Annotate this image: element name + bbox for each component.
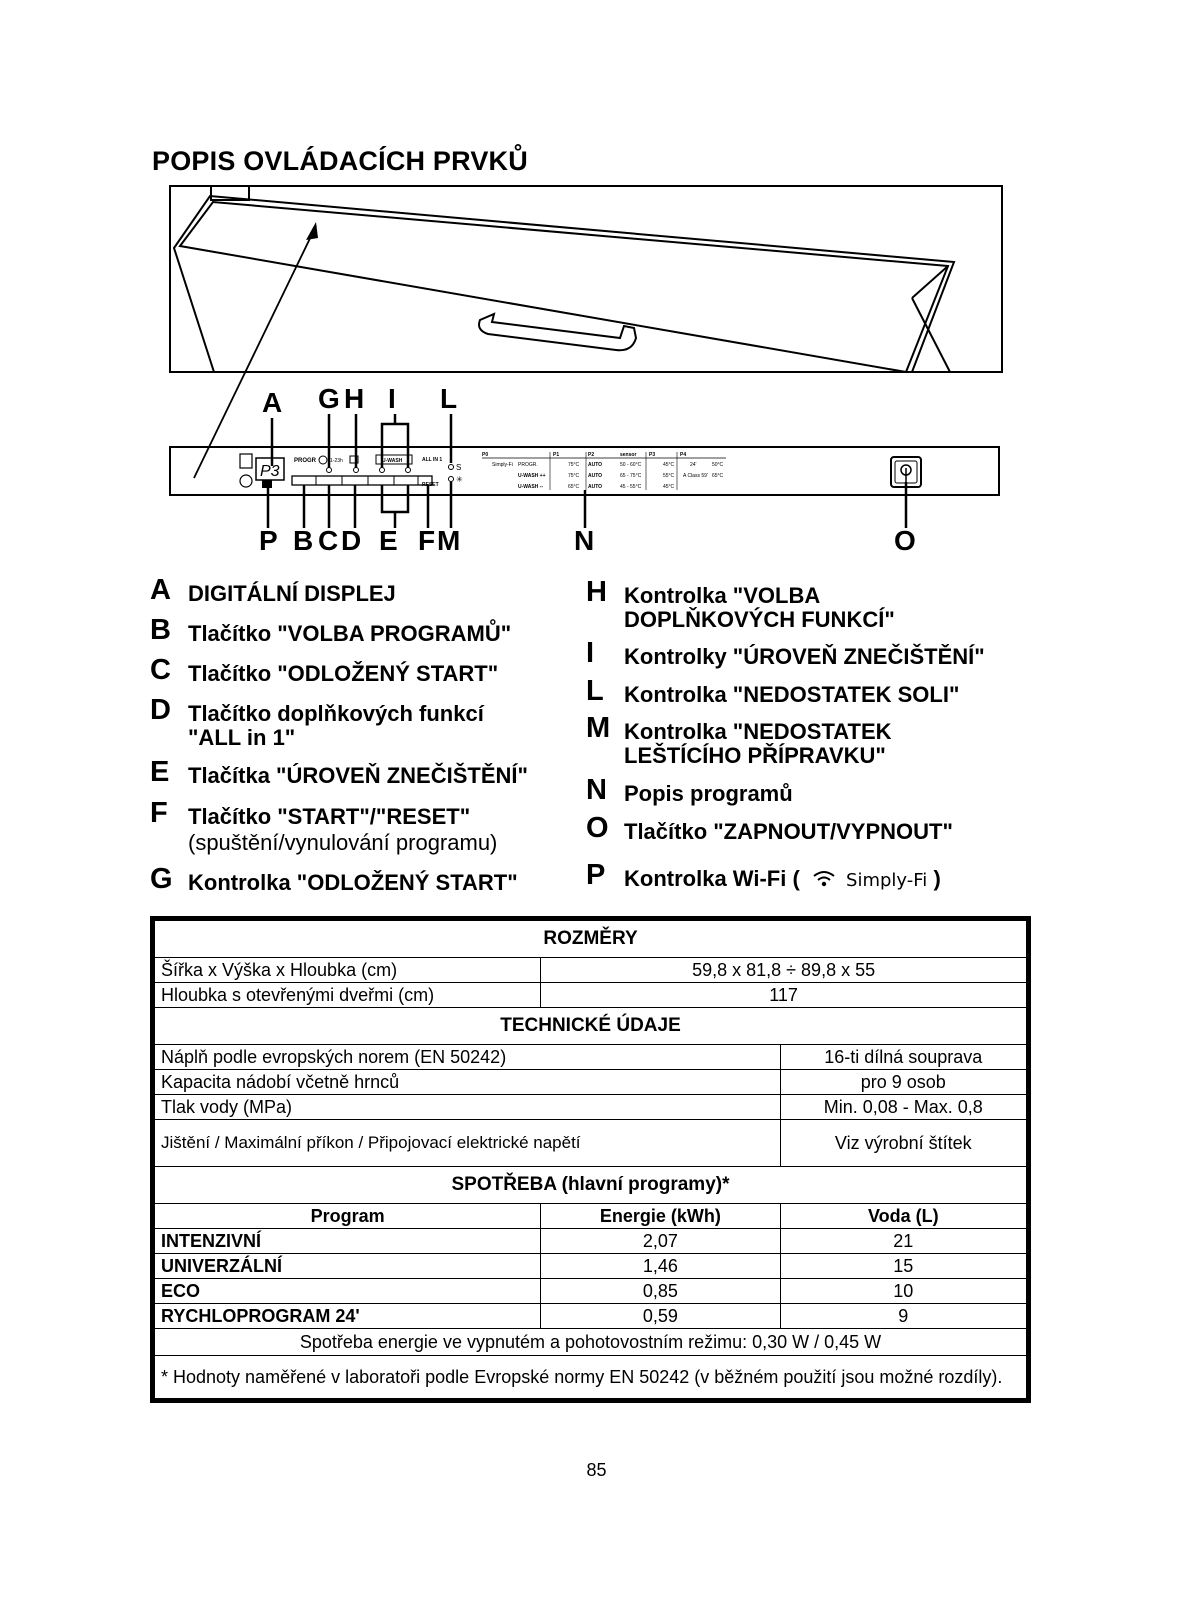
svg-text:75°C: 75°C: [568, 462, 580, 468]
standby-row: Spotřeba energie ve vypnutém a pohotovostním režimu: 0,30 W / 0,45 W: [153, 1329, 1029, 1356]
wifi-led-icon: [262, 480, 272, 488]
hours-label: 1-23h: [330, 458, 343, 464]
led-i1: [380, 468, 385, 473]
svg-text:P0: P0: [482, 452, 489, 458]
hourglass-icon: [240, 454, 252, 468]
dimensions-header: ROZMĚRY: [153, 919, 1029, 958]
delay-icon: [319, 456, 327, 464]
svg-text:sensor: sensor: [620, 452, 637, 458]
progr-label: PROGR: [294, 458, 317, 464]
svg-text:P: P: [259, 525, 278, 556]
rinse-icon: ✳: [456, 475, 463, 484]
svg-text:55°C: 55°C: [663, 473, 675, 479]
led-h: [354, 468, 359, 473]
svg-text:AUTO: AUTO: [588, 473, 603, 479]
svg-text:U-WASH --: U-WASH --: [518, 484, 543, 490]
table-row: Náplň podle evropských norem (EN 50242) 16-ti dílná souprava: [153, 1045, 1029, 1070]
spec-table: [150, 916, 1031, 1403]
svg-text:45°C: 45°C: [663, 484, 675, 490]
allin1-label: ALL IN 1: [422, 457, 443, 463]
svg-text:P2: P2: [588, 452, 595, 458]
led-l: [449, 465, 454, 470]
reset-label: RESET: [422, 482, 439, 488]
svg-text:F: F: [418, 525, 436, 556]
svg-text:U-WASH ++: U-WASH ++: [518, 473, 546, 479]
dishwasher-door: [170, 186, 1002, 372]
led-m: [449, 477, 454, 482]
control-panel-strip: [170, 447, 999, 495]
door-frame: [170, 186, 1002, 372]
table-row: INTENZIVNÍ 2,07 21: [153, 1229, 1029, 1254]
svg-text:50°C: 50°C: [712, 462, 724, 468]
svg-text:B: B: [293, 525, 314, 556]
consumption-columns: Program Energie (kWh) Voda (L): [153, 1204, 1029, 1229]
svg-text:O: O: [894, 525, 916, 556]
control-panel-diagram: [0, 0, 1193, 560]
callout-lines-bottom: [268, 482, 906, 528]
svg-text:AUTO: AUTO: [588, 462, 603, 468]
svg-text:D: D: [341, 525, 362, 556]
table-row: Kapacita nádobí včetně hrnců pro 9 osob: [153, 1070, 1029, 1095]
svg-text:24': 24': [690, 462, 697, 468]
svg-text:C: C: [318, 525, 339, 556]
buttons-bar: [292, 476, 432, 485]
svg-text:75°C: 75°C: [568, 473, 580, 479]
door-bevel-outer: [174, 196, 954, 372]
table-row: UNIVERZÁLNÍ 1,46 15: [153, 1254, 1029, 1279]
led-g: [327, 468, 332, 473]
table-row: Hloubka s otevřenými dveřmi (cm) 117: [153, 983, 1029, 1008]
clock-icon: [240, 475, 252, 487]
svg-text:E: E: [379, 525, 398, 556]
svg-text:65 - 75°C: 65 - 75°C: [620, 473, 642, 479]
page-title: POPIS OVLÁDACÍCH PRVKŮ: [152, 146, 528, 176]
svg-text:45°C: 45°C: [663, 462, 675, 468]
svg-text:50 - 60°C: 50 - 60°C: [620, 462, 642, 468]
svg-text:H: H: [344, 383, 365, 414]
table-row: ECO 0,85 10: [153, 1279, 1029, 1304]
svg-text:PROGR.: PROGR.: [518, 462, 538, 468]
svg-text:A: A: [262, 387, 283, 418]
svg-text:65°C: 65°C: [568, 484, 580, 490]
led-i2: [406, 468, 411, 473]
salt-icon: S: [456, 463, 462, 472]
wifi-icon: [812, 870, 836, 888]
uwash-label: U-WASH: [382, 458, 403, 464]
svg-text:P3: P3: [649, 452, 656, 458]
table-row: Tlak vody (MPa) Min. 0,08 - Max. 0,8: [153, 1095, 1029, 1120]
table-row: Šířka x Výška x Hloubka (cm) 59,8 x 81,8 ÷ 89,8 x 55: [153, 958, 1029, 983]
svg-text:P1: P1: [553, 452, 560, 458]
table-row: Jištění / Maximální příkon / Připojovací elektrické napětí Viz výrobní štítek: [153, 1120, 1029, 1167]
diagram-letters-top: [262, 383, 457, 418]
svg-text:G: G: [318, 383, 340, 414]
svg-text:P4: P4: [680, 452, 687, 458]
tech-header: TECHNICKÉ ÚDAJE: [153, 1008, 1029, 1045]
door-handle: [479, 314, 636, 350]
svg-text:L: L: [440, 383, 458, 414]
footnote-row: * Hodnoty naměřené v laboratoři podle Evropské normy EN 50242 (v běžném použití jsou možné rozdíly).: [153, 1356, 1029, 1401]
svg-text:N: N: [574, 525, 595, 556]
svg-text:45 - 55°C: 45 - 55°C: [620, 484, 642, 490]
diagram-letters-bottom: [259, 525, 916, 556]
simplyfi-label: Simply-Fi: [846, 870, 928, 891]
panel-program-table: [482, 452, 726, 490]
svg-text:I: I: [388, 383, 396, 414]
svg-text:65°C: 65°C: [712, 473, 724, 479]
consumption-header: SPOTŘEBA (hlavní programy)*: [153, 1167, 1029, 1204]
svg-text:Simply-Fi: Simply-Fi: [492, 462, 513, 468]
svg-text:AUTO: AUTO: [588, 484, 603, 490]
page-number: 85: [586, 1460, 607, 1480]
svg-text:M: M: [437, 525, 461, 556]
svg-text:A Class 59': A Class 59': [683, 473, 708, 479]
display-readout: P3: [260, 463, 280, 480]
table-row: RYCHLOPROGRAM 24' 0,59 9: [153, 1304, 1029, 1329]
